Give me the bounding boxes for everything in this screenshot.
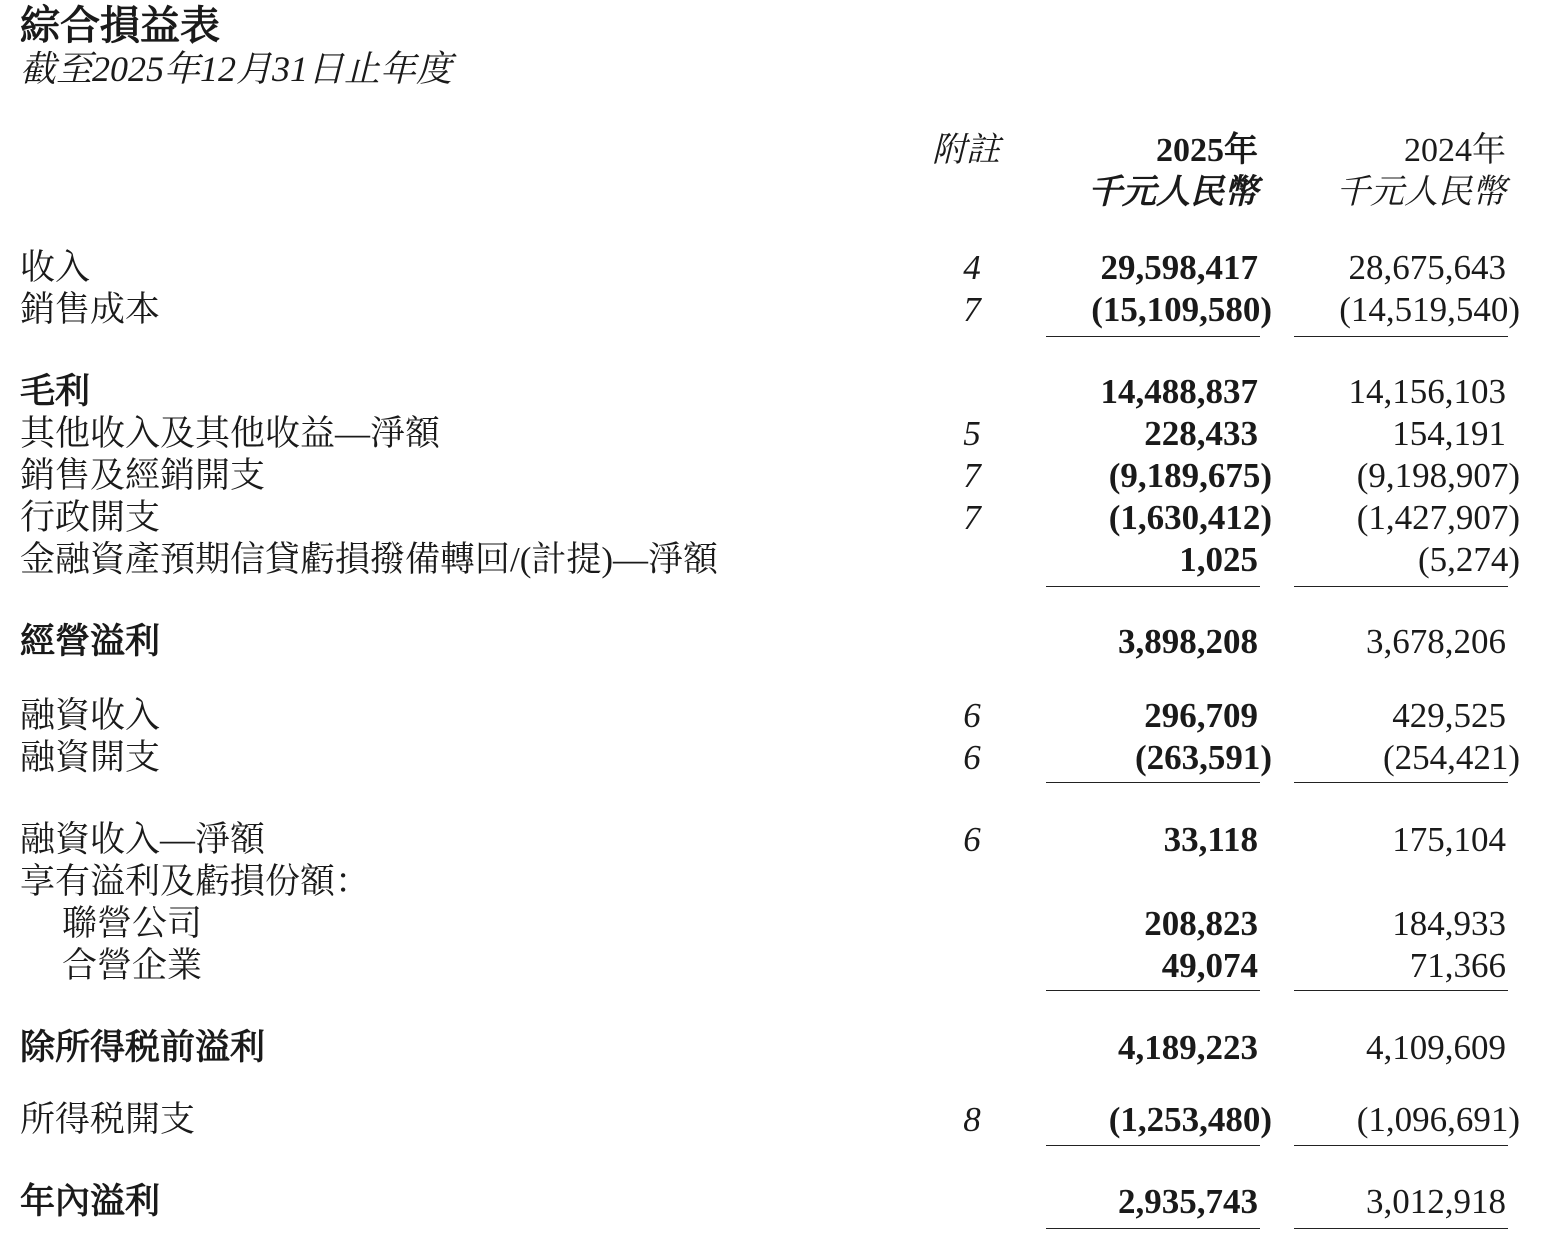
statement-title: 綜合損益表 bbox=[20, 3, 220, 48]
total-rule bbox=[1294, 1228, 1508, 1229]
table-row bbox=[0, 288, 1556, 332]
row-label: 所得税開支 bbox=[20, 1100, 196, 1139]
row-label: 銷售及經銷開支 bbox=[20, 456, 266, 495]
value-2024: (254,421) bbox=[1382, 738, 1520, 777]
value-2024: (9,198,907) bbox=[1356, 456, 1520, 495]
value-2024: 429,525 bbox=[1392, 696, 1506, 735]
row-note: 6 bbox=[963, 820, 981, 859]
row-label: 融資收入 bbox=[20, 696, 161, 735]
table-row bbox=[0, 944, 1556, 988]
row-label: 經營溢利 bbox=[20, 622, 161, 661]
value-2024: 3,012,918 bbox=[1366, 1182, 1506, 1221]
table-row bbox=[0, 694, 1556, 738]
row-label: 融資收入—淨額 bbox=[20, 820, 266, 859]
value-2024: (1,096,691) bbox=[1356, 1100, 1520, 1139]
value-2025: 228,433 bbox=[1144, 414, 1258, 453]
subtotal-rule bbox=[1294, 782, 1508, 783]
value-2025: (263,591) bbox=[1134, 738, 1272, 777]
table-row bbox=[0, 538, 1556, 582]
row-label: 合營企業 bbox=[62, 946, 203, 985]
row-note: 7 bbox=[963, 456, 981, 495]
value-2024: 154,191 bbox=[1392, 414, 1506, 453]
value-2024: 28,675,643 bbox=[1348, 248, 1506, 287]
value-2025: (15,109,580) bbox=[1091, 290, 1272, 329]
value-2025: (1,630,412) bbox=[1108, 498, 1272, 537]
value-2025: 296,709 bbox=[1144, 696, 1258, 735]
subtotal-rule bbox=[1294, 990, 1508, 991]
row-label: 享有溢利及虧損份額： bbox=[20, 862, 371, 901]
table-row bbox=[0, 736, 1556, 780]
table-row bbox=[0, 860, 1556, 904]
value-2024: 3,678,206 bbox=[1366, 622, 1506, 661]
table-row bbox=[0, 454, 1556, 498]
subtotal-rule bbox=[1046, 336, 1260, 337]
statement-period: 截至2025年12月31日止年度 bbox=[20, 49, 453, 89]
value-2025: 29,598,417 bbox=[1100, 248, 1258, 287]
row-label: 其他收入及其他收益—淨額 bbox=[20, 414, 441, 453]
table-row bbox=[0, 1026, 1556, 1070]
header-year-2024: 2024年 bbox=[1404, 132, 1506, 169]
table-row bbox=[0, 1180, 1556, 1224]
table-row bbox=[0, 620, 1556, 664]
row-note: 7 bbox=[963, 290, 981, 329]
subtotal-rule bbox=[1046, 1145, 1260, 1146]
header-year-2025: 2025年 bbox=[1156, 132, 1258, 169]
value-2025: 33,118 bbox=[1163, 820, 1258, 859]
row-note: 4 bbox=[963, 248, 981, 287]
value-2024: 71,366 bbox=[1409, 946, 1506, 985]
row-label: 融資開支 bbox=[20, 738, 161, 777]
table-row bbox=[0, 246, 1556, 290]
row-note: 6 bbox=[963, 696, 981, 735]
value-2025: 3,898,208 bbox=[1118, 622, 1258, 661]
value-2024: (1,427,907) bbox=[1356, 498, 1520, 537]
subtotal-rule bbox=[1046, 990, 1260, 991]
value-2025: (9,189,675) bbox=[1108, 456, 1272, 495]
header-currency-2024: 千元人民幣 bbox=[1336, 174, 1506, 211]
row-note: 6 bbox=[963, 738, 981, 777]
value-2024: 4,109,609 bbox=[1366, 1028, 1506, 1067]
subtotal-rule bbox=[1294, 586, 1508, 587]
table-row bbox=[0, 412, 1556, 456]
value-2024: 14,156,103 bbox=[1348, 372, 1506, 411]
row-label: 行政開支 bbox=[20, 498, 161, 537]
value-2024: (14,519,540) bbox=[1339, 290, 1520, 329]
value-2025: 208,823 bbox=[1144, 904, 1258, 943]
value-2025: 4,189,223 bbox=[1118, 1028, 1258, 1067]
row-label: 收入 bbox=[20, 248, 91, 287]
row-note: 8 bbox=[963, 1100, 981, 1139]
row-note: 7 bbox=[963, 498, 981, 537]
value-2025: 14,488,837 bbox=[1100, 372, 1258, 411]
row-label: 毛利 bbox=[20, 372, 91, 411]
subtotal-rule bbox=[1046, 782, 1260, 783]
table-row bbox=[0, 496, 1556, 540]
row-label: 銷售成本 bbox=[20, 290, 161, 329]
row-label: 金融資產預期信貸虧損撥備轉回/(計提)—淨額 bbox=[20, 540, 719, 579]
subtotal-rule bbox=[1294, 336, 1508, 337]
table-row bbox=[0, 818, 1556, 862]
subtotal-rule bbox=[1294, 1145, 1508, 1146]
table-row bbox=[0, 902, 1556, 946]
value-2025: 49,074 bbox=[1161, 946, 1258, 985]
table-row bbox=[0, 370, 1556, 414]
value-2024: 184,933 bbox=[1392, 904, 1506, 943]
header-currency-2025: 千元人民幣 bbox=[1088, 174, 1258, 211]
row-note: 5 bbox=[963, 414, 981, 453]
row-label: 除所得税前溢利 bbox=[20, 1028, 266, 1067]
value-2025: 2,935,743 bbox=[1118, 1182, 1258, 1221]
value-2025: (1,253,480) bbox=[1108, 1100, 1272, 1139]
subtotal-rule bbox=[1046, 586, 1260, 587]
table-row bbox=[0, 1098, 1556, 1142]
value-2025: 1,025 bbox=[1179, 540, 1258, 579]
value-2024: 175,104 bbox=[1392, 820, 1506, 859]
row-label: 年內溢利 bbox=[20, 1182, 161, 1221]
row-label: 聯營公司 bbox=[62, 904, 203, 943]
total-rule bbox=[1046, 1228, 1260, 1229]
value-2024: (5,274) bbox=[1417, 540, 1520, 579]
header-note: 附註 bbox=[932, 132, 1000, 169]
